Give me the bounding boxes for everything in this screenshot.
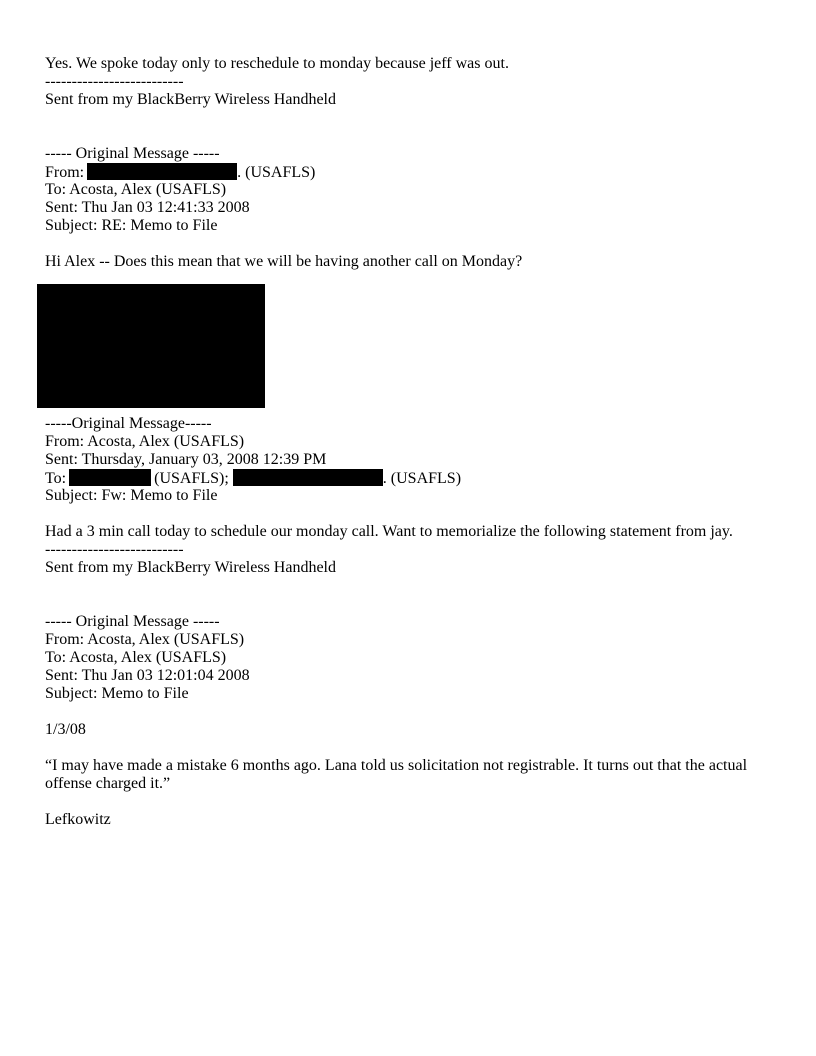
redaction-box [233, 469, 383, 486]
reply-body: Yes. We spoke today only to reschedule to monday because jeff was out. [45, 55, 509, 72]
msg3-quote: “I may have made a mistake 6 months ago. Lana told us solicitation not registrable. It turns out that the actual offense charged it.” [45, 757, 748, 792]
msg2-sent: Sent: Thursday, January 03, 2008 12:39 PM [45, 451, 327, 468]
msg1-from-suffix: . (USAFLS) [237, 164, 316, 181]
msg1-subject: Subject: RE: Memo to File [45, 217, 218, 234]
msg3-subject: Subject: Memo to File [45, 685, 189, 702]
msg1-sent: Sent: Thu Jan 03 12:41:33 2008 [45, 199, 250, 216]
msg2-signature: Sent from my BlackBerry Wireless Handheld [45, 559, 336, 576]
redaction-box [69, 469, 151, 486]
msg3-header: ----- Original Message ----- [45, 613, 220, 630]
msg2-to-mid: (USAFLS); [154, 470, 229, 487]
msg3-sent: Sent: Thu Jan 03 12:01:04 2008 [45, 667, 250, 684]
reply-separator: -------------------------- [45, 73, 184, 90]
redaction-box [87, 163, 237, 180]
msg1-from-line [45, 163, 315, 182]
msg2-header: -----Original Message----- [45, 415, 212, 432]
msg1-header: ----- Original Message ----- [45, 145, 220, 162]
msg1-to: To: Acosta, Alex (USAFLS) [45, 181, 227, 198]
msg2-to-line [45, 469, 461, 488]
msg1-from-label: From: [45, 164, 85, 181]
msg2-subject: Subject: Fw: Memo to File [45, 487, 218, 504]
msg3-to: To: Acosta, Alex (USAFLS) [45, 649, 227, 666]
msg2-body: Had a 3 min call today to schedule our monday call. Want to memorialize the following statement from jay. [45, 523, 733, 540]
redaction-block [37, 284, 265, 408]
msg3-date: 1/3/08 [45, 721, 86, 738]
msg3-closing: Lefkowitz [45, 811, 111, 828]
reply-signature: Sent from my BlackBerry Wireless Handheld [45, 91, 336, 108]
msg2-from: From: Acosta, Alex (USAFLS) [45, 433, 245, 450]
msg2-to-suffix: . (USAFLS) [382, 470, 462, 487]
msg3-from: From: Acosta, Alex (USAFLS) [45, 631, 245, 648]
msg1-body: Hi Alex -- Does this mean that we will be having another call on Monday? [45, 253, 523, 270]
msg2-separator: -------------------------- [45, 541, 184, 558]
msg2-to-label: To: [45, 470, 67, 487]
